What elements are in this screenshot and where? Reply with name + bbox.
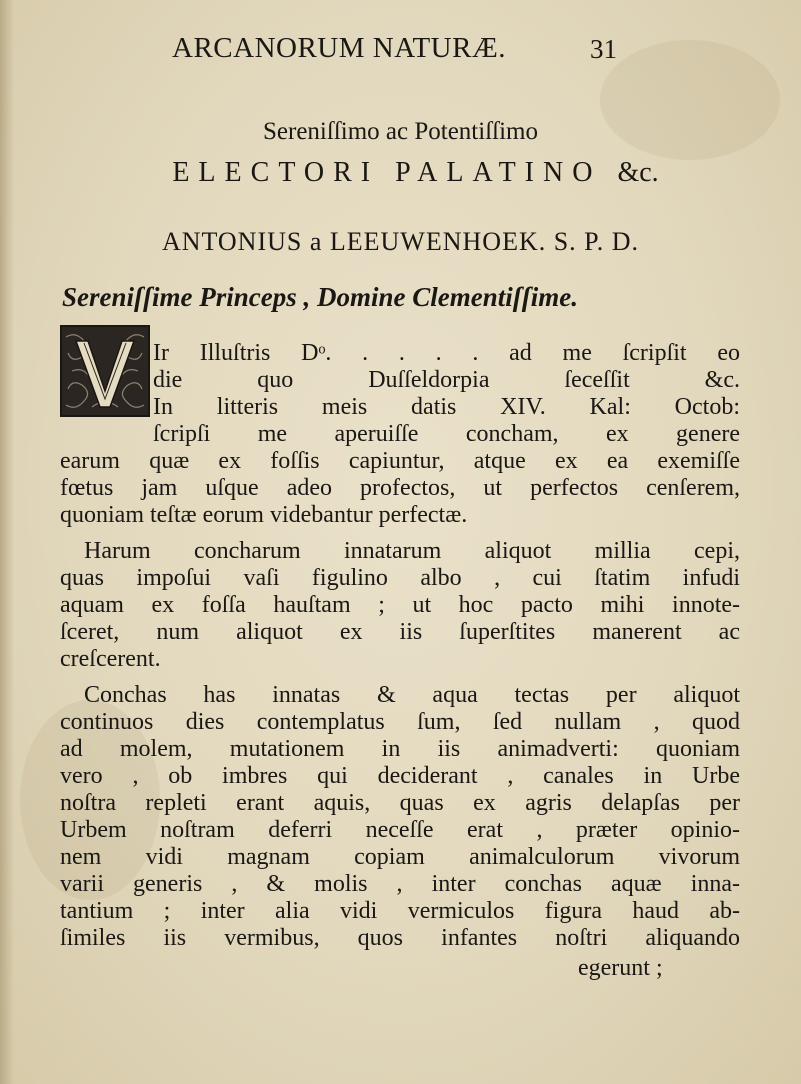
dedication-etc: &c. — [617, 157, 659, 188]
text-line: noſtra repleti erant aquis, quas ex agris delapſas per — [60, 790, 740, 816]
text-line: die quo Duſſeldorpia ſeceſſit &c. — [153, 367, 740, 393]
text-line: Conchas has innatas & aqua tectas per aliquot — [84, 682, 740, 708]
text-line: ad molem, mutationem in iis animadverti: quoniam — [60, 736, 740, 762]
text-line: varii generis , & molis , inter conchas aquæ inna- — [60, 871, 740, 897]
text-line: continuos dies contemplatus ſum, ſed nullam , quod — [60, 709, 740, 735]
dedication-line-2 — [30, 157, 801, 189]
text-line: ſceret, num aliquot ex iis ſuperſtites manerent ac — [60, 619, 740, 645]
page-number: 31 — [590, 34, 617, 64]
text-line: Harum concharum innatarum aliquot millia cepi, — [84, 538, 740, 564]
decorated-initial-v — [60, 325, 150, 417]
running-title: ARCANORUM NATURÆ. — [172, 32, 506, 64]
text-line: quoniam teſtæ eorum videbantur perfectæ. — [60, 502, 468, 528]
text-line: aquam ex foſſa hauſtam ; ut hoc pacto mihi innote- — [60, 592, 740, 618]
dedication-line-1: Sereniſſimo ac Potentiſſimo — [263, 118, 538, 145]
text-line: creſcerent. — [60, 646, 161, 672]
text-line: nem vidi magnam copiam animalculorum vivorum — [60, 844, 740, 870]
dedication-line-3: ANTONIUS a LEEUWENHOEK. S. P. D. — [161, 227, 640, 256]
salutation: Sereniſſime Princeps , Domine Clementiſſime. — [62, 282, 578, 312]
text-line: vero , ob imbres qui deciderant , canales in Urbe — [60, 763, 740, 789]
dedication-addressee: ELECTORI PALATINO — [172, 157, 602, 188]
ornament-icon — [62, 327, 148, 415]
text-line: Urbem noſtram deferri neceſſe erat , præter opinio- — [60, 817, 740, 843]
text-line: In litteris meis datis XIV. Kal: Octob: — [153, 394, 740, 420]
catchword: egerunt ; — [578, 955, 663, 981]
text-line: Ir Illuſtris Dᵒ. . . . . ad me ſcripſit eo — [153, 340, 740, 366]
text-line: earum quæ ex foſſis capiuntur, atque ex ea exemiſſe — [60, 448, 740, 474]
text-line: ſimiles iis vermibus, quos infantes noſtri aliquando — [60, 925, 740, 951]
text-line: fœtus jam uſque adeo profectos, ut perfectos cenſerem, — [60, 475, 740, 501]
text-line: tantium ; inter alia vidi vermiculos figura haud ab- — [60, 898, 740, 924]
text-line: quas impoſui vaſi figulino albo , cui ſtatim infudi — [60, 565, 740, 591]
text-line: ſcripſi me aperuiſſe concham, ex genere — [153, 421, 740, 447]
